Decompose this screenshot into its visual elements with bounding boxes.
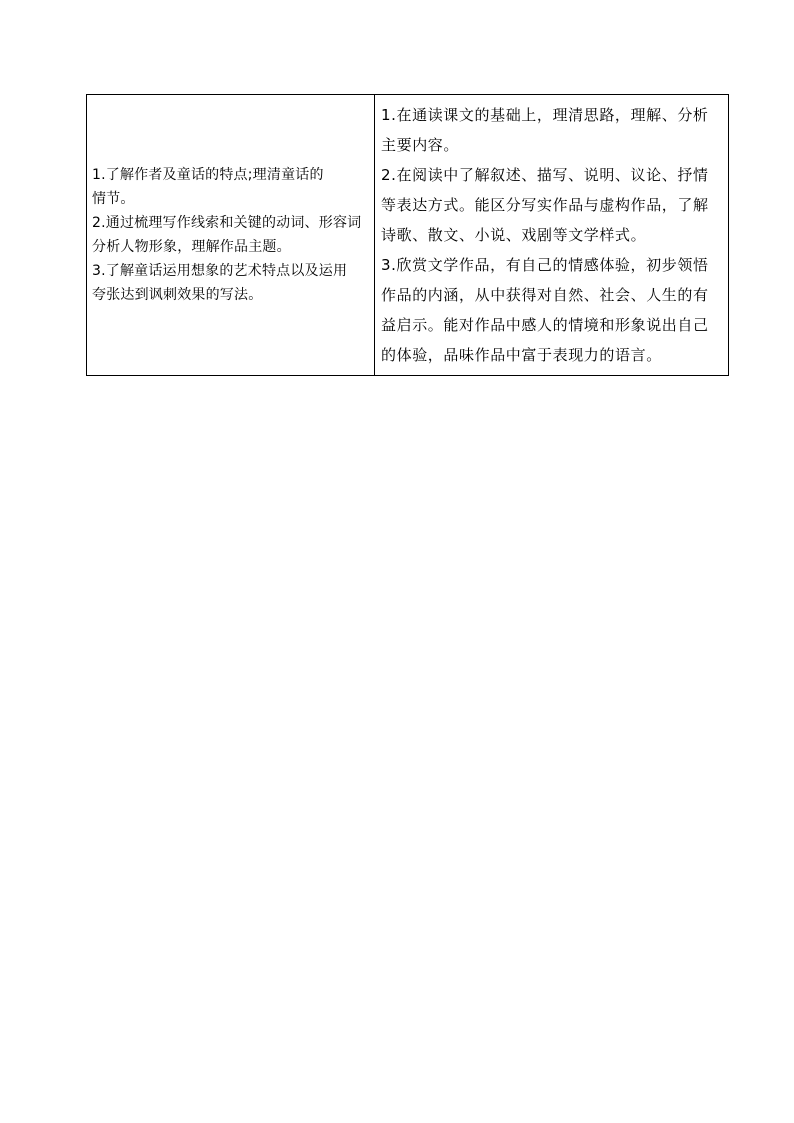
left-line-1: 1.了解作者及童话的特点;理清童话的: [92, 167, 324, 183]
left-line-3: 2.通过梳理写作线索和关键的动词、形容词: [92, 215, 362, 231]
teaching-objectives-cell: [87, 95, 375, 376]
left-line-4: 分析人物形象，理解作品主题。: [92, 239, 291, 255]
objectives-table: [86, 94, 729, 376]
curriculum-standards-cell: [375, 95, 729, 376]
right-line-5: 诗歌、散文、小说、戏剧等文学样式。: [381, 225, 647, 244]
right-line-9: 的体验，品味作品中富于表现力的语言。: [381, 345, 662, 364]
right-line-8: 益启示。能对作品中感人的情境和形象说出自己: [381, 315, 709, 334]
right-line-6: 3.欣赏文学作品，有自己的情感体验，初步领悟: [381, 255, 709, 274]
right-line-1: 1.在通读课文的基础上，理清思路，理解、分析: [381, 105, 709, 124]
right-line-3: 2.在阅读中了解叙述、描写、说明、议论、抒情: [381, 165, 709, 184]
right-line-7: 作品的内涵，从中获得对自然、社会、人生的有: [381, 285, 709, 304]
table-row: [87, 95, 729, 376]
left-line-5: 3.了解童话运用想象的艺术特点以及运用: [92, 263, 348, 279]
right-line-4: 等表达方式。能区分写实作品与虚构作品，了解: [381, 195, 709, 214]
right-line-2: 主要内容。: [381, 135, 460, 154]
left-line-2: 情节。: [92, 191, 135, 207]
left-line-6: 夸张达到讽刺效果的写法。: [92, 287, 263, 303]
